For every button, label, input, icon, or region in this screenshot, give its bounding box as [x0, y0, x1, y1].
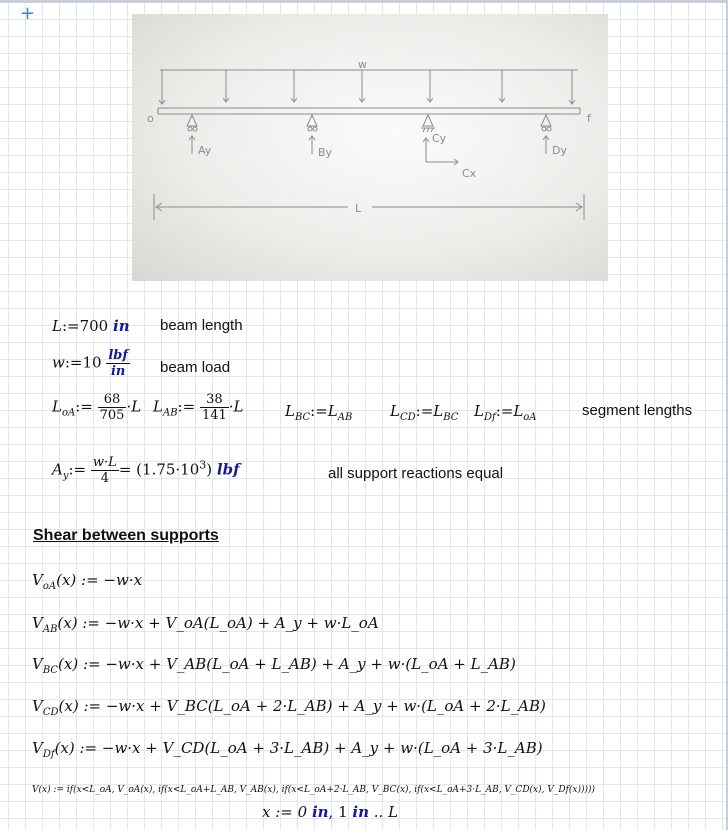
beam-sketch-image[interactable]: [132, 14, 608, 281]
length-definition[interactable]: L:=700 in: [52, 317, 130, 335]
unit-in: in: [113, 317, 130, 335]
lbc-definition[interactable]: $L_{BC}:=L_{AB}$: [285, 402, 353, 423]
x-range-definition[interactable]: x := 0 in, 1 in .. L: [262, 803, 399, 821]
ay-definition[interactable]: $A_y:=$ $\frac{w\cdot L}{4}$ = $(1.75\cdot 10^3)$ lbf: [52, 455, 240, 486]
sketch-length-label: L: [355, 202, 362, 215]
shear-cd-equation[interactable]: $V_{CD}(x)$ := −w·x + V_BC(L_oA + 2·L_AB) + A_y + w·(L_oA + 2·L_AB): [32, 697, 546, 718]
sketch-load-label: w: [358, 58, 367, 71]
support-a: [187, 115, 197, 154]
sketch-reaction-a: Ay: [198, 144, 212, 157]
comment-beam-load[interactable]: beam load: [160, 359, 231, 376]
load-arrows: [159, 70, 575, 104]
ldf-definition[interactable]: $L_{Df}:=L_{oA}$: [474, 402, 537, 423]
piecewise-shear-function[interactable]: V(x) := if(x<L_oA, V_oA(x), if(x<L_oA+L_AB, V_AB(x), if(x<L_oA+2·L_AB, V_BC(x), if(x<L_oA+3·L_AB, V_CD(x), V_Df(x))))): [32, 785, 596, 795]
shear-ab-equation[interactable]: $V_{AB}(x)$ := −w·x + V_oA(L_oA) + A_y + w·L_oA: [32, 614, 379, 635]
shear-heading[interactable]: Shear between supports: [33, 527, 219, 544]
sketch-reaction-b: By: [318, 146, 333, 159]
beam-sketch-drawing: [132, 14, 608, 281]
support-b: [307, 115, 317, 154]
shear-bc-equation[interactable]: $V_{BC}(x)$ := −w·x + V_AB(L_oA + L_AB) + A_y + w·(L_oA + L_AB): [32, 655, 516, 676]
loa-definition[interactable]: $L_{oA}:=$ $\frac{68}{705}$ ·L: [52, 392, 142, 423]
sketch-right-end-label: f: [587, 112, 591, 125]
crosshair-cursor-icon: +: [20, 3, 36, 24]
shear-df-equation[interactable]: $V_{Df}(x)$ := −w·x + V_CD(L_oA + 3·L_AB) + A_y + w·(L_oA + 3·L_AB): [32, 739, 543, 760]
sketch-reaction-c: Cy: [432, 132, 447, 145]
top-border: [0, 0, 728, 3]
support-d: [541, 115, 551, 154]
sketch-reaction-d: Dy: [552, 144, 567, 157]
sketch-left-end-label: o: [147, 112, 154, 125]
comment-segment-lengths[interactable]: segment lengths: [582, 402, 693, 419]
unit-lbf: lbf: [216, 460, 240, 479]
shear-oa-equation[interactable]: $V_{oA}(x)$ := −w·x: [32, 571, 143, 592]
lcd-definition[interactable]: $L_{CD}:=L_{BC}$: [390, 402, 459, 423]
comment-beam-length[interactable]: beam length: [160, 317, 243, 334]
sketch-horizontal-reaction: Cx: [462, 167, 477, 180]
load-definition[interactable]: w:=10 $\frac{\text{lbf}}{in}$: [52, 348, 128, 379]
comment-support-reactions[interactable]: all support reactions equal: [328, 465, 504, 482]
lab-definition[interactable]: $L_{AB}:=$ $\frac{38}{141}$ ·L: [153, 392, 244, 423]
